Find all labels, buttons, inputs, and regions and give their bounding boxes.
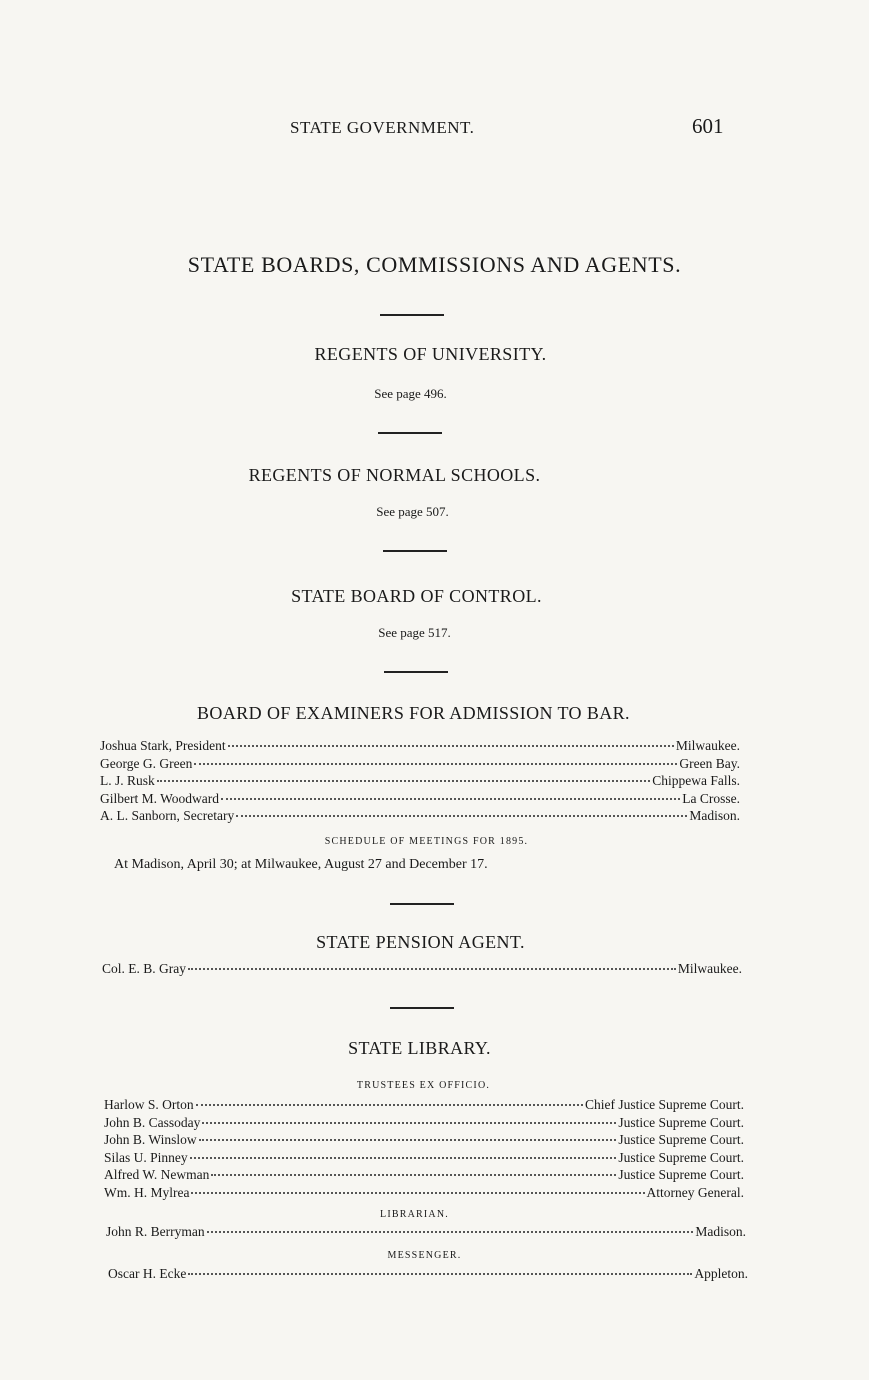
member-place: Chippewa Falls. xyxy=(652,773,740,788)
divider xyxy=(384,671,448,673)
divider xyxy=(383,550,447,552)
member-name: John B. Winslow xyxy=(104,1132,197,1147)
dot-leader xyxy=(228,745,674,747)
member-place: Madison. xyxy=(695,1224,746,1239)
list-item xyxy=(100,808,740,826)
dot-leader xyxy=(194,763,677,765)
member-place: La Crosse. xyxy=(682,790,740,806)
schedule-text: At Madison, April 30; at Milwaukee, August 27 and December 17. xyxy=(114,857,488,872)
list-item xyxy=(104,1167,744,1185)
list-item xyxy=(104,1132,744,1150)
dot-leader xyxy=(196,1104,583,1106)
list-item xyxy=(104,1185,744,1203)
list-item xyxy=(100,738,740,756)
member-place: Appleton. xyxy=(694,1266,748,1281)
dot-leader xyxy=(191,1192,644,1194)
member-name: Col. E. B. Gray xyxy=(102,961,186,976)
librarian-heading: LIBRARIAN. xyxy=(380,1209,449,1220)
pension-list xyxy=(102,961,742,979)
dot-leader xyxy=(157,780,650,782)
dot-leader xyxy=(202,1122,616,1124)
member-place: Chief Justice Supreme Court. xyxy=(585,1097,744,1112)
dot-leader xyxy=(236,815,687,817)
dot-leader xyxy=(199,1139,617,1141)
member-name: Gilbert M. Woodward xyxy=(100,790,220,806)
member-place: Justice Supreme Court. xyxy=(618,1167,744,1182)
list-item xyxy=(106,1224,746,1242)
page-reference: See page 507. xyxy=(376,504,449,519)
member-name: Oscar H. Ecke xyxy=(108,1266,187,1281)
member-place: Attorney General. xyxy=(646,1184,744,1200)
member-place: Justice Supreme Court. xyxy=(618,1132,744,1147)
member-place: Justice Supreme Court. xyxy=(618,1114,744,1130)
page-reference: See page 517. xyxy=(378,625,451,640)
member-name: L. J. Rusk xyxy=(100,773,155,788)
list-item xyxy=(104,1097,744,1115)
schedule-heading: SCHEDULE OF MEETINGS FOR 1895. xyxy=(324,836,529,847)
list-item xyxy=(104,1150,744,1168)
divider xyxy=(390,903,454,905)
member-name: John R. Berryman xyxy=(106,1224,205,1239)
trustees-list xyxy=(104,1097,744,1202)
member-name: Alfred W. Newman xyxy=(104,1167,210,1182)
divider xyxy=(380,314,444,316)
dot-leader xyxy=(190,1157,617,1159)
list-item xyxy=(108,1266,748,1284)
section-heading-pension-agent: STATE PENSION AGENT. xyxy=(316,932,525,952)
section-heading-board-examiners: BOARD OF EXAMINERS FOR ADMISSION TO BAR. xyxy=(197,703,630,723)
dot-leader xyxy=(211,1174,616,1176)
main-title: STATE BOARDS, COMMISSIONS AND AGENTS. xyxy=(187,252,682,277)
section-heading-regents-normal: REGENTS OF NORMAL SCHOOLS. xyxy=(248,465,541,485)
member-name: George G. Green xyxy=(100,755,193,771)
member-place: Milwaukee. xyxy=(677,961,742,976)
member-name: A. L. Sanborn, Secretary xyxy=(100,808,235,823)
member-place: Madison. xyxy=(689,808,740,823)
member-name: Silas U. Pinney xyxy=(104,1149,188,1165)
running-title: STATE GOVERNMENT. xyxy=(290,118,475,137)
section-heading-regents-university: REGENTS OF UNIVERSITY. xyxy=(314,344,547,364)
list-item xyxy=(102,961,742,979)
list-item xyxy=(100,791,740,809)
list-item xyxy=(100,773,740,791)
member-place: Justice Supreme Court. xyxy=(618,1149,744,1165)
member-name: John B. Cassoday xyxy=(104,1114,201,1130)
running-head xyxy=(0,116,869,144)
section-heading-board-control: STATE BOARD OF CONTROL. xyxy=(291,586,542,606)
page-reference: See page 496. xyxy=(374,386,447,401)
dot-leader xyxy=(188,968,676,970)
examiners-list xyxy=(100,738,740,826)
section-heading-state-library: STATE LIBRARY. xyxy=(348,1038,491,1058)
librarian-list xyxy=(106,1224,746,1242)
member-place: Milwaukee. xyxy=(675,738,740,753)
member-place: Green Bay. xyxy=(679,755,740,771)
messenger-list xyxy=(108,1266,748,1284)
dot-leader xyxy=(221,798,680,800)
member-name: Wm. H. Mylrea xyxy=(104,1184,190,1200)
member-name: Harlow S. Orton xyxy=(104,1097,194,1112)
list-item xyxy=(100,756,740,774)
trustees-heading: TRUSTEES EX OFFICIO. xyxy=(356,1080,491,1091)
page-number: 601 xyxy=(692,114,724,138)
divider xyxy=(378,432,442,434)
dot-leader xyxy=(207,1231,694,1233)
member-name: Joshua Stark, President xyxy=(100,738,226,753)
messenger-heading: MESSENGER. xyxy=(387,1250,462,1261)
dot-leader xyxy=(188,1273,692,1275)
divider xyxy=(390,1007,454,1009)
list-item xyxy=(104,1115,744,1133)
